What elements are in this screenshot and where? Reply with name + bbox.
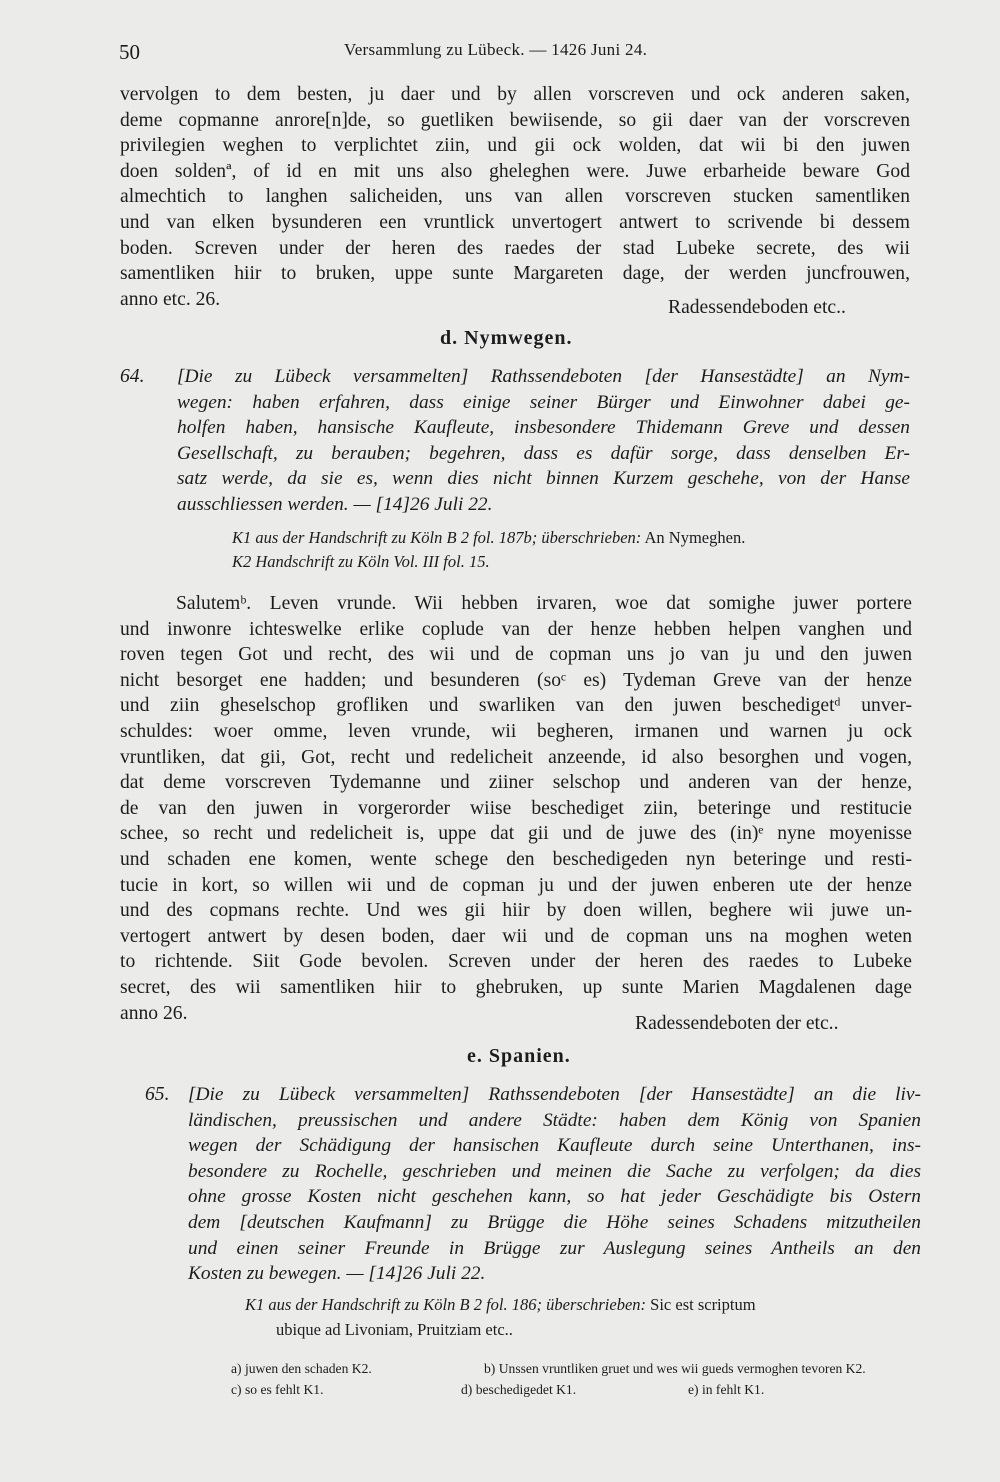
entry-64-source-2: K2 Handschrift zu Köln Vol. III fol. 15. xyxy=(232,552,490,571)
text-line: doen soldenª, of id en mit uns also gheleghen were. Juwe erbarheide beware God xyxy=(120,160,910,182)
regest-line: dem [deutschen Kaufmann] zu Brügge die Höhe seines Schadens mitzutheilen xyxy=(188,1211,921,1233)
text-line: privilegien weghen to verplichtet ziin, und gii ock wolden, dat wii bi den juwen xyxy=(120,135,910,157)
text-line: schuldes: woer omme, leven vrunde, wii begheren, irmanen und warnen ju ock xyxy=(120,720,912,742)
footnote-d: d) beschedigedet K1. xyxy=(461,1382,577,1397)
regest-line: ausschliessen werden. — [14]26 Juli 22. xyxy=(177,493,493,515)
text-line: und des copmans rechte. Und wes gii hiir by doen willen, beghere wii juwe un- xyxy=(120,900,912,922)
regest-line: ländischen, preussischen und andere Städte: haben dem König von Spanien xyxy=(188,1109,921,1131)
text-line: almechtich to langhen salicheiden, uns van allen vorscreven stucken samentliken xyxy=(120,186,910,208)
section-heading-nymwegen: d. Nymwegen. xyxy=(440,327,573,349)
regest-line: holfen haben, hansische Kaufleute, insbesondere Thidemann Greve und dessen xyxy=(177,417,910,439)
source-title: Sic est scriptum xyxy=(650,1295,756,1314)
text-line: deme copmanne anrore[n]de, so guetliken bewiisende, so gii daer van der vorscreven xyxy=(120,109,910,131)
footnote-a: a) juwen den schaden K2. xyxy=(231,1361,372,1376)
source-title: An Nymeghen. xyxy=(644,528,746,547)
text-line: dat deme vorscreven Tydemanne und ziiner selschop und anderen van der henze, xyxy=(120,772,912,794)
regest-line: Kosten zu bewegen. — [14]26 Juli 22. xyxy=(188,1263,486,1285)
text-line: to richtende. Siit Gode bevolen. Screven under der heren des raedes to Lubeke xyxy=(120,951,912,973)
running-title: Versammlung zu Lübeck. — 1426 Juni 24. xyxy=(344,40,648,59)
text-line: und schaden ene komen, wente schege den beschedigeden nyn beteringe und resti- xyxy=(120,848,912,870)
text-line: secret, des wii samentliken hiir to ghebruken, up sunte Marien Magdalenen dage xyxy=(120,976,912,998)
letter-1-signature: Radessendeboden etc.. xyxy=(668,297,846,318)
text-line: de van den juwen in vorgerorder wiise beschediget ziin, beteringe und restitucie xyxy=(120,797,912,819)
entry-65-source-2: ubique ad Livoniam, Pruitziam etc.. xyxy=(276,1320,513,1339)
text-line: nicht besorget ene hadden; und besunderen (soᶜ es) Tydeman Greve van der henze xyxy=(120,669,912,691)
letter-2-body xyxy=(120,591,912,1026)
text-line: vertogert antwert by desen boden, daer wii und de copman uns na moghen weten xyxy=(120,925,912,947)
source-text: K1 aus der Handschrift zu Köln B 2 fol. 187b; überschrieben: xyxy=(232,528,642,547)
regest-line: ohne grosse Kosten nicht geschehen kann, so hat jeder Geschädigte bis Ostern xyxy=(188,1186,921,1208)
regest-line: satz werde, da sie es, wenn dies nicht binnen Kurzem geschehe, von der Hanse xyxy=(177,468,910,490)
footnote-b: b) Unssen vruntliken gruet und wes wii gueds vermoghen tevoren K2. xyxy=(484,1361,866,1376)
regest-line: [Die zu Lübeck versammelten] Rathssendeboten [der Hansestädte] an die liv- xyxy=(188,1084,921,1105)
regest-line: und einen seiner Freunde in Brügge zur Auslegung seines Antheils an den xyxy=(188,1237,921,1259)
entry-65-source-1 xyxy=(245,1295,756,1315)
entry-number-64: 64. xyxy=(120,366,145,387)
text-line: und inwonre ichteswelke erlike coplude van der henze hebben helpen vanghen und xyxy=(120,618,912,640)
page-number: 50 xyxy=(119,40,140,64)
source-text: K1 aus der Handschrift zu Köln B 2 fol. 186; überschrieben: xyxy=(245,1295,647,1314)
footnote-e: e) in fehlt K1. xyxy=(688,1382,765,1397)
text-line: roven tegen Got und recht, des wii und de copman uns jo van ju und den juwen xyxy=(120,644,912,666)
regest-line: besondere zu Rochelle, geschrieben und meinen die Sache zu verfolgen; da dies xyxy=(188,1160,921,1182)
text-line: und van elken bysunderen een vruntlick unvertogert antwert to scrivende bi dessem xyxy=(120,211,910,233)
letter-1-body xyxy=(120,82,910,312)
text-line: anno etc. 26. xyxy=(120,288,221,310)
text-line: samentliken hiir to bruken, uppe sunte Margareten dage, der werden juncfrouwen, xyxy=(120,263,910,285)
entry-65-regest xyxy=(188,1082,921,1287)
regest-line: Gesellschaft, zu berauben; begehren, dass es dafür sorge, dass denselben Er- xyxy=(177,442,910,464)
letter-2-signature: Radessendeboten der etc.. xyxy=(635,1013,839,1034)
text-line: vervolgen to dem besten, ju daer und by allen vorscreven und ock anderen saken, xyxy=(120,84,910,105)
text-line: boden. Screven under der heren des raedes der stad Lubeke secrete, des wii xyxy=(120,237,910,259)
text-line: schee, so recht und redelicheit is, uppe dat gii und de juwe des (in)ᵉ nyne moyenisse xyxy=(120,823,912,845)
text-line: und ziin gheselschop grofliken und swarliken van den juwen beschedigetᵈ unver- xyxy=(120,695,912,717)
footnote-c: c) so es fehlt K1. xyxy=(231,1382,324,1397)
text-line: tucie in kort, so willen wii und de copman ju und der juwen enberen ute der henze xyxy=(120,874,912,896)
entry-number-65: 65. xyxy=(145,1084,170,1105)
regest-line: [Die zu Lübeck versammelten] Rathssendeboten [der Hansestädte] an Nym- xyxy=(177,366,910,387)
regest-line: wegen: haben erfahren, dass einige seiner Bürger und Einwohner dabei ge- xyxy=(177,391,910,413)
entry-64-source-1 xyxy=(232,528,745,548)
regest-line: wegen der Schädigung der hansischen Kaufleute durch seine Unterthanen, ins- xyxy=(188,1135,921,1157)
entry-64-regest xyxy=(177,364,910,518)
section-heading-spanien: e. Spanien. xyxy=(467,1045,571,1067)
text-line: anno 26. xyxy=(120,1002,188,1024)
text-line: vruntliken, dat gii, Got, recht und redelicheit anzeende, id also besorghen und vogen, xyxy=(120,746,912,768)
text-line: Salutemᵇ. Leven vrunde. Wii hebben irvaren, woe dat somighe juwer portere xyxy=(176,593,912,614)
